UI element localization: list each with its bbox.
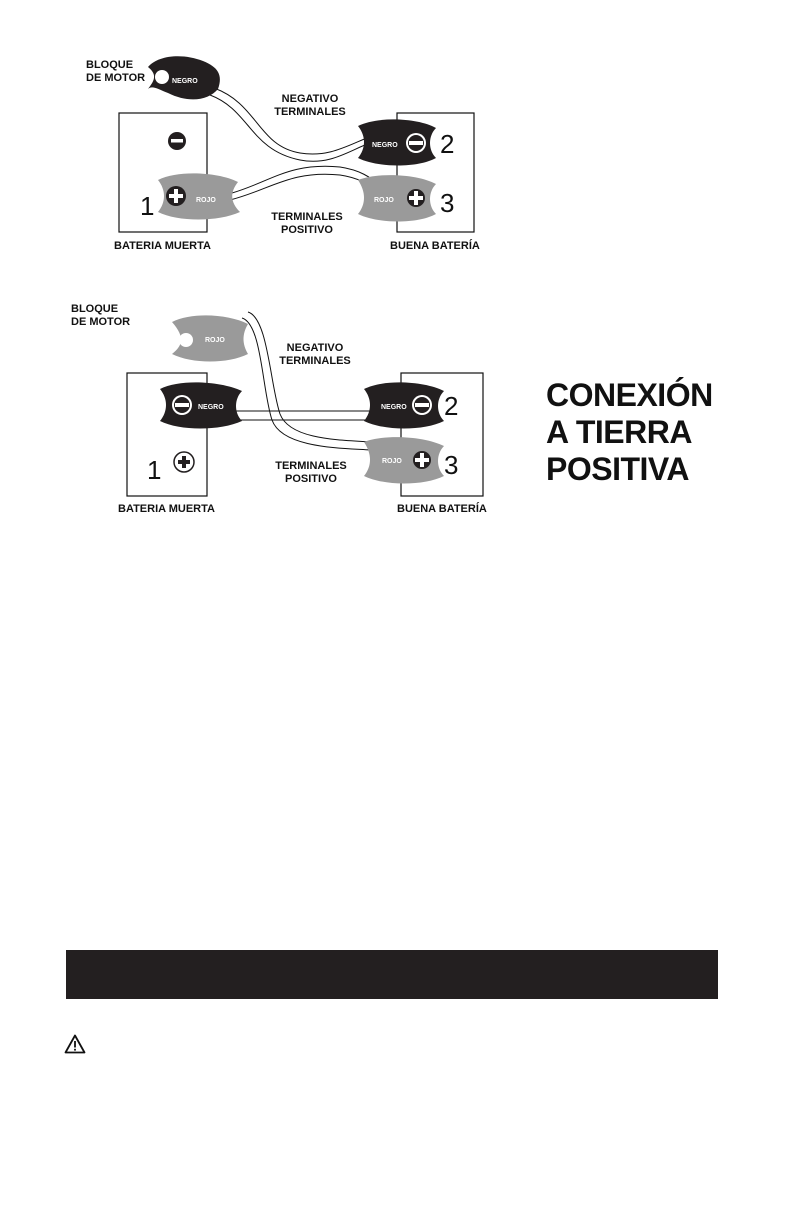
engine-block-label: BLOQUE DE MOTOR bbox=[71, 303, 131, 328]
dead-battery-label: BATERIA MUERTA bbox=[118, 503, 215, 515]
svg-text:ROJO: ROJO bbox=[205, 337, 225, 344]
svg-text:NEGRO: NEGRO bbox=[198, 404, 224, 411]
good-positive-clamp bbox=[358, 175, 436, 221]
section-title-line-3: POSITIVA bbox=[546, 451, 689, 487]
good-negative-clamp bbox=[358, 119, 436, 165]
good-negative-clamp bbox=[364, 382, 444, 428]
number-1: 1 bbox=[147, 455, 162, 485]
section-header-bar bbox=[66, 950, 718, 999]
dead-positive-terminal bbox=[174, 452, 194, 472]
dead-battery-label: BATERIA MUERTA bbox=[114, 240, 211, 252]
dead-positive-clamp bbox=[158, 173, 240, 219]
number-2: 2 bbox=[444, 391, 459, 421]
svg-text:NEGRO: NEGRO bbox=[381, 404, 407, 411]
negative-ground-svg bbox=[0, 0, 793, 270]
dead-negative-clamp bbox=[160, 382, 242, 428]
svg-text:ROJO: ROJO bbox=[196, 197, 216, 204]
positive-terminals-label: TERMINALES POSITIVO bbox=[275, 460, 347, 485]
dead-negative-terminal bbox=[168, 132, 186, 150]
number-3: 3 bbox=[440, 188, 455, 218]
svg-text:ROJO: ROJO bbox=[374, 197, 394, 204]
negative-ground-diagram bbox=[0, 0, 793, 270]
section-title-line-2: A TIERRA bbox=[546, 414, 692, 450]
svg-text:NEGRO: NEGRO bbox=[372, 142, 398, 149]
negative-terminals-label: NEGATIVO TERMINALES bbox=[279, 342, 351, 367]
good-battery-label: BUENA BATERÍA bbox=[397, 503, 487, 515]
number-3: 3 bbox=[444, 450, 459, 480]
svg-text:ROJO: ROJO bbox=[382, 458, 402, 465]
positive-terminals-label: TERMINALES POSITIVO bbox=[271, 211, 343, 236]
section-title-line-1: CONEXIÓN bbox=[546, 377, 713, 413]
section-title bbox=[546, 377, 713, 488]
engine-block-clamp bbox=[172, 315, 248, 361]
good-battery-label: BUENA BATERÍA bbox=[390, 240, 480, 252]
negative-terminals-label: NEGATIVO TERMINALES bbox=[274, 93, 346, 118]
number-1: 1 bbox=[140, 191, 155, 221]
warning-triangle-icon bbox=[64, 1034, 86, 1054]
good-positive-clamp bbox=[364, 437, 444, 483]
engine-block-clamp bbox=[148, 56, 220, 99]
number-2: 2 bbox=[440, 129, 455, 159]
engine-clamp-label: NEGRO bbox=[172, 78, 198, 85]
engine-block-label: BLOQUE DE MOTOR bbox=[86, 59, 146, 84]
